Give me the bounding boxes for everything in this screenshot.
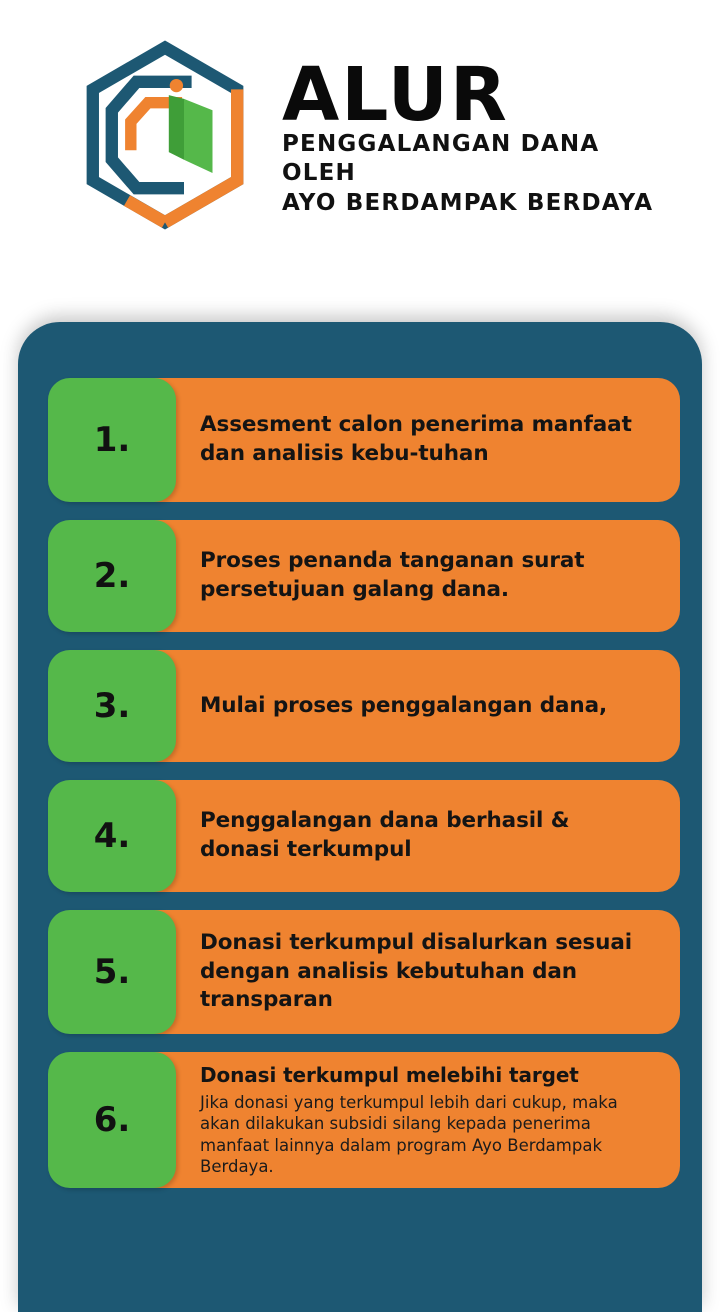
step-number-badge [48,378,176,502]
step-item [48,650,680,762]
hexagon-book-logo-icon [70,40,260,230]
step-number: 1. [93,420,131,460]
subtitle-line-3: AYO BERDAMPAK BERDAYA [282,189,654,216]
step-item [48,780,680,892]
page-title: ALUR [282,51,509,138]
step-item [48,1052,680,1188]
step-text: Penggalangan dana berhasil & donasi terkumpul [200,808,570,862]
step-text: Assesment calon penerima manfaat dan analisis kebu-tuhan [200,412,632,466]
step-text-container [150,780,680,892]
step-number: 5. [93,952,131,992]
step-subtext: Jika donasi yang terkumpul lebih dari cukup, maka akan dilakukan subsidi silang kepada penerima manfaat lainnya dalam program Ayo Berdampak Berdaya. [200,1093,618,1177]
step-text-container [150,378,680,502]
subtitle-line-2: OLEH [282,160,356,187]
step-text: Mulai proses penggalangan dana, [200,692,608,718]
steps-panel [18,322,702,1312]
subtitle-line-1: PENGGALANGAN DANA [282,130,600,157]
step-item [48,378,680,502]
step-number-badge [48,520,176,632]
header [0,0,720,290]
step-text: Donasi terkumpul melebihi target [200,1063,579,1088]
step-text: Donasi terkumpul disalurkan sesuai dengan analisis kebutuhan dan transparan [200,929,633,1013]
step-number: 6. [93,1100,131,1140]
steps-panel-wrapper [18,322,702,1312]
step-number: 4. [93,816,131,856]
step-text-container [150,1052,680,1188]
step-text-container [150,520,680,632]
step-number-badge [48,910,176,1034]
step-item [48,910,680,1034]
step-text: Proses penanda tanganan surat persetujuan galang dana. [200,548,585,602]
step-number: 2. [93,556,131,596]
step-number-badge [48,650,176,762]
title-block [282,51,654,219]
step-number: 3. [93,686,131,726]
step-text-container [150,910,680,1034]
step-text-container [150,650,680,762]
step-number-badge [48,780,176,892]
step-item [48,520,680,632]
step-number-badge [48,1052,176,1188]
